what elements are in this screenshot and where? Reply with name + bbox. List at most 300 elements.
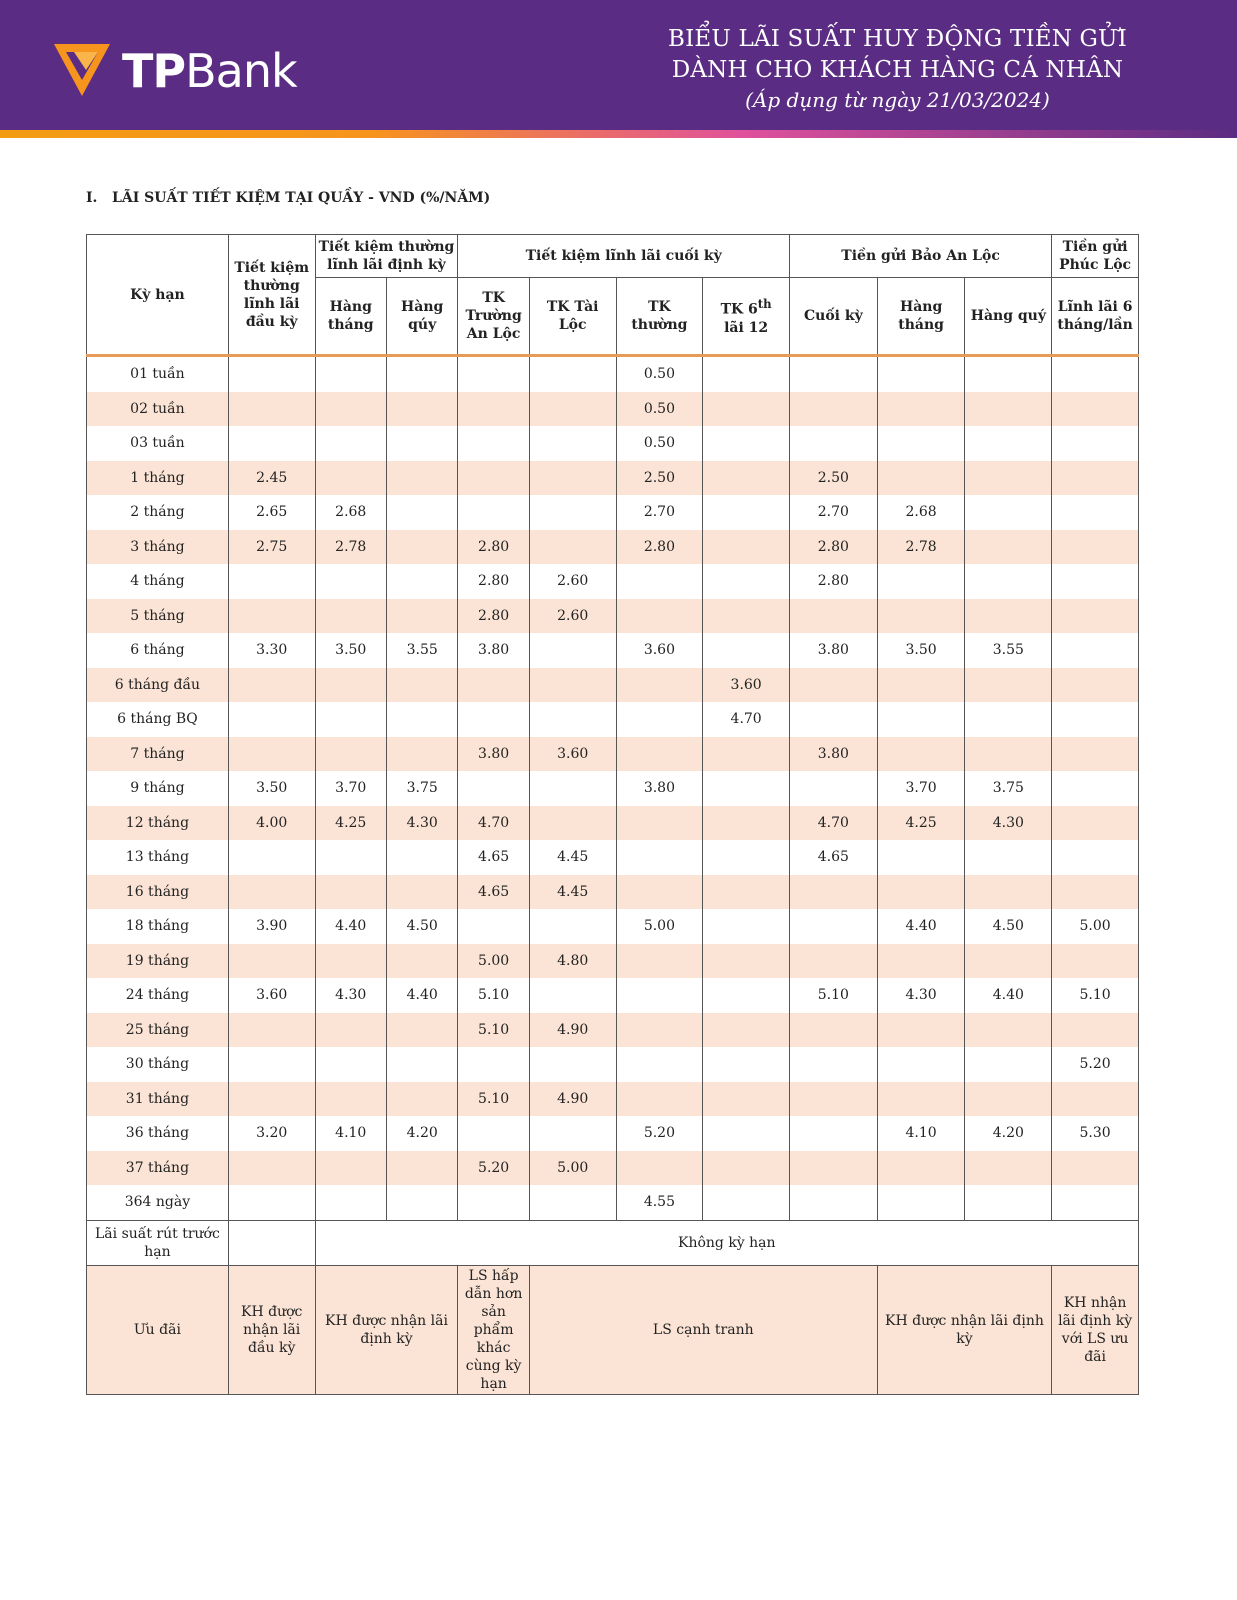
rate-cell: 3.50 [228,771,315,806]
rate-cell: 2.80 [789,564,877,599]
header-tk-truong-an-loc: TK Trường An Lộc [458,278,529,356]
rate-cell [529,806,616,841]
rate-cell [228,668,315,703]
document-title [668,24,1127,114]
rate-cell [228,599,315,634]
rate-cell [529,1116,616,1151]
rate-cell [315,461,386,496]
rate-cell: 2.70 [789,495,877,530]
rate-cell: 5.00 [529,1151,616,1186]
rate-cell [877,426,965,461]
rate-cell [616,840,703,875]
section-heading [86,190,490,206]
rate-cell [529,909,616,944]
rate-cell [965,495,1052,530]
rate-cell [703,978,790,1013]
rate-cell [529,461,616,496]
rate-cell [1052,633,1139,668]
rate-cell: 2.75 [228,530,315,565]
header-upfront-interest: Tiết kiệm thường lĩnh lãi đầu kỳ [228,235,315,356]
rate-cell [789,356,877,392]
section-title-text: LÃI SUẤT TIẾT KIỆM TẠI QUẦY - VND (%/NĂM) [112,190,491,206]
rate-cell [1052,1082,1139,1117]
rate-cell: 4.30 [877,978,965,1013]
rate-cell [1052,806,1139,841]
rate-cell [703,1185,790,1220]
table-row [87,806,1139,841]
rate-cell: 4.80 [529,944,616,979]
rate-cell [789,944,877,979]
rate-cell: 4.90 [529,1082,616,1117]
rate-cell: 5.00 [616,909,703,944]
rate-cell [616,875,703,910]
rate-cell: 4.65 [458,840,529,875]
rate-cell: 5.00 [1052,909,1139,944]
rate-cell: 3.80 [458,737,529,772]
promotion-phuc-loc: KH nhận lãi định kỳ với LS ưu đãi [1052,1265,1139,1394]
rate-cell [877,1151,965,1186]
rate-cell: 4.90 [529,1013,616,1048]
rate-cell [228,1047,315,1082]
rate-cell [789,702,877,737]
rate-cell [386,1047,457,1082]
rate-cell [703,737,790,772]
promotion-upfront: KH được nhận lãi đầu kỳ [228,1265,315,1394]
rate-cell [529,702,616,737]
promotion-competitive: LS cạnh tranh [529,1265,877,1394]
rate-cell [877,461,965,496]
term-cell: 3 tháng [87,530,229,565]
rate-cell [458,771,529,806]
rate-cell [386,599,457,634]
rate-cell: 3.90 [228,909,315,944]
header-bal-monthly: Hàng tháng [877,278,965,356]
rate-cell [529,495,616,530]
table-row [87,1047,1139,1082]
header-periodic-quarterly: Hàng qúy [386,278,457,356]
rate-cell [789,875,877,910]
rate-cell [1052,564,1139,599]
rate-cell [616,1013,703,1048]
rate-cell: 5.20 [616,1116,703,1151]
rate-cell [703,840,790,875]
rate-cell [789,909,877,944]
table-row [87,392,1139,427]
rate-cell [529,392,616,427]
rate-cell [1052,771,1139,806]
rate-cell [529,1047,616,1082]
rate-cell [703,495,790,530]
rate-cell [789,668,877,703]
rate-cell [228,1013,315,1048]
rate-cell [386,702,457,737]
rate-cell [789,771,877,806]
table-row [87,702,1139,737]
table-row [87,840,1139,875]
rate-cell [386,1185,457,1220]
term-cell: 13 tháng [87,840,229,875]
table-row [87,944,1139,979]
rate-cell [703,564,790,599]
early-withdrawal-row [87,1220,1139,1265]
table-row [87,495,1139,530]
title-line-1: BIỂU LÃI SUẤT HUY ĐỘNG TIỀN GỬI [667,26,1127,52]
rate-cell [458,461,529,496]
rate-cell: 2.60 [529,599,616,634]
rate-cell [529,633,616,668]
table-row [87,1185,1139,1220]
rate-cell [877,840,965,875]
rate-cell: 3.50 [877,633,965,668]
rate-cell: 2.68 [315,495,386,530]
rate-cell: 2.68 [877,495,965,530]
term-cell: 5 tháng [87,599,229,634]
rate-cell: 4.70 [703,702,790,737]
table-row [87,564,1139,599]
rate-cell: 4.45 [529,875,616,910]
rate-cell: 5.10 [789,978,877,1013]
rate-cell: 3.20 [228,1116,315,1151]
table-row [87,978,1139,1013]
rate-cell [965,564,1052,599]
early-withdrawal-empty [228,1220,315,1265]
rate-cell [1052,702,1139,737]
rate-cell [315,875,386,910]
table-row [87,530,1139,565]
rate-cell [386,1013,457,1048]
rate-cell [458,702,529,737]
rate-cell [877,737,965,772]
section-number: I. [86,190,98,206]
rate-cell [228,1185,315,1220]
rate-cell [965,1185,1052,1220]
term-cell: 6 tháng [87,633,229,668]
rate-cell [315,426,386,461]
rate-cell [1052,1185,1139,1220]
rate-cell [703,633,790,668]
rate-cell [458,1185,529,1220]
rate-cell: 4.40 [877,909,965,944]
rate-cell [789,392,877,427]
rate-cell [458,1116,529,1151]
term-cell: 24 tháng [87,978,229,1013]
rate-cell: 4.65 [458,875,529,910]
promotion-truong-an-loc: LS hấp dẫn hơn sản phẩm khác cùng kỳ hạn [458,1265,529,1394]
rate-cell [965,599,1052,634]
rate-cell [965,426,1052,461]
rate-cell [458,1047,529,1082]
rate-cell: 4.25 [877,806,965,841]
rate-cell: 4.00 [228,806,315,841]
rate-cell [386,564,457,599]
header-phuc-loc: Tiền gửi Phúc Lộc [1052,235,1139,278]
table-row [87,633,1139,668]
rate-cell [965,356,1052,392]
rate-cell: 3.80 [789,633,877,668]
rate-cell: 4.20 [386,1116,457,1151]
rate-cell: 2.80 [458,599,529,634]
rate-cell: 3.70 [877,771,965,806]
rate-cell [616,599,703,634]
rate-cell [965,530,1052,565]
rate-cell [1052,1151,1139,1186]
header-tk-tai-loc: TK Tài Lộc [529,278,616,356]
rate-cell [877,1047,965,1082]
rate-cell [789,599,877,634]
rate-cell [1052,1013,1139,1048]
rate-cell: 2.60 [529,564,616,599]
term-cell: 37 tháng [87,1151,229,1186]
rate-cell: 3.80 [789,737,877,772]
rate-cell [703,1082,790,1117]
title-effective-date: (Áp dụng từ ngày 21/03/2024) [745,88,1050,112]
rate-cell [1052,737,1139,772]
rate-cell [315,840,386,875]
rate-cell [877,875,965,910]
rate-cell [703,461,790,496]
rate-cell [386,668,457,703]
table-row [87,1151,1139,1186]
rate-cell [386,875,457,910]
rate-cell [386,840,457,875]
rate-cell [315,1047,386,1082]
rate-cell: 3.80 [616,771,703,806]
rate-cell [529,978,616,1013]
rate-cell: 5.10 [1052,978,1139,1013]
interest-rate-table [86,234,1139,1395]
header-periodic-monthly: Hàng tháng [315,278,386,356]
table-row [87,737,1139,772]
table-row [87,668,1139,703]
rate-cell [315,737,386,772]
rate-cell: 5.10 [458,978,529,1013]
rate-cell [789,1151,877,1186]
rate-cell [315,1151,386,1186]
rate-cell: 3.55 [965,633,1052,668]
rate-cell: 2.50 [789,461,877,496]
logo-wordmark-bold: TP [122,44,186,98]
rate-cell: 4.45 [529,840,616,875]
promotion-periodic: KH được nhận lãi định kỳ [315,1265,458,1394]
rate-cell: 4.65 [789,840,877,875]
table-row [87,1013,1139,1048]
rate-cell [877,356,965,392]
rate-cell [616,978,703,1013]
rate-cell: 0.50 [616,426,703,461]
early-withdrawal-value: Không kỳ hạn [315,1220,1138,1265]
rate-cell [965,944,1052,979]
term-cell: 30 tháng [87,1047,229,1082]
term-cell: 6 tháng đầu [87,668,229,703]
rate-cell: 4.20 [965,1116,1052,1151]
table-row [87,599,1139,634]
term-cell: 02 tuần [87,392,229,427]
rate-cell [703,1151,790,1186]
term-cell: 9 tháng [87,771,229,806]
rate-cell: 4.40 [386,978,457,1013]
promotion-row [87,1265,1139,1394]
table-row [87,875,1139,910]
rate-cell: 3.75 [965,771,1052,806]
table-row [87,356,1139,392]
tpbank-logo [52,40,312,100]
rate-cell: 4.30 [315,978,386,1013]
rate-cell [965,1082,1052,1117]
rate-cell [386,426,457,461]
rate-cell: 5.10 [458,1013,529,1048]
tk-6th-superscript: th [757,297,772,312]
header-phuc-loc-sub: Lĩnh lãi 6 tháng/lần [1052,278,1139,356]
rate-cell [1052,426,1139,461]
rate-cell [386,392,457,427]
rate-cell [458,356,529,392]
rate-cell [789,426,877,461]
rate-cell [965,392,1052,427]
rate-cell: 2.65 [228,495,315,530]
early-withdrawal-label: Lãi suất rút trước hạn [87,1220,229,1265]
term-cell: 2 tháng [87,495,229,530]
rate-cell: 2.78 [877,530,965,565]
header-end-of-term-interest: Tiết kiệm lĩnh lãi cuối kỳ [458,235,790,278]
rate-cell [1052,944,1139,979]
rate-cell [228,1082,315,1117]
rate-cell: 5.30 [1052,1116,1139,1151]
rate-cell [965,1013,1052,1048]
rate-cell [315,356,386,392]
rate-cell: 5.10 [458,1082,529,1117]
rate-cell [877,1185,965,1220]
rate-cell [1052,530,1139,565]
rate-cell [789,1013,877,1048]
rate-cell: 5.20 [458,1151,529,1186]
rate-cell [1052,392,1139,427]
rate-cell [458,909,529,944]
rate-cell [1052,840,1139,875]
table-row [87,1116,1139,1151]
rate-cell [877,702,965,737]
rate-cell [877,1082,965,1117]
term-cell: 4 tháng [87,564,229,599]
rate-cell [965,737,1052,772]
rate-cell: 0.50 [616,356,703,392]
rate-cell [458,495,529,530]
rate-cell [315,944,386,979]
table-row [87,909,1139,944]
tpbank-logo-icon [52,40,112,100]
header-accent-strip [0,130,1237,138]
page-header [0,0,1237,130]
rate-cell: 4.55 [616,1185,703,1220]
header-cuoi-ky: Cuối kỳ [789,278,877,356]
rate-cell [315,392,386,427]
promotion-label: Ưu đãi [87,1265,229,1394]
rate-cell: 4.10 [315,1116,386,1151]
rate-cell: 2.78 [315,530,386,565]
rate-cell [315,599,386,634]
rate-cell [228,702,315,737]
rate-cell: 3.60 [529,737,616,772]
rate-cell [789,1185,877,1220]
rate-cell: 4.40 [315,909,386,944]
logo-wordmark [122,44,297,98]
rate-cell [877,944,965,979]
rate-cell [315,1013,386,1048]
rate-cell [703,356,790,392]
rate-cell: 2.50 [616,461,703,496]
rate-cell [386,495,457,530]
rate-cell [386,530,457,565]
rate-cell: 5.20 [1052,1047,1139,1082]
rate-cell: 3.75 [386,771,457,806]
tk-6th-label: TK 6 [720,301,758,318]
rate-cell [703,392,790,427]
rate-cell: 2.80 [458,564,529,599]
rate-cell [703,1116,790,1151]
rate-cell [529,1185,616,1220]
rate-cell: 3.60 [228,978,315,1013]
rate-cell: 3.70 [315,771,386,806]
rate-cell [703,1013,790,1048]
rate-cell [965,1151,1052,1186]
rate-cell [529,530,616,565]
rate-cell [228,944,315,979]
rate-cell: 4.30 [386,806,457,841]
rate-cell: 3.60 [616,633,703,668]
rate-cell [458,668,529,703]
term-cell: 12 tháng [87,806,229,841]
rate-cell [965,875,1052,910]
term-cell: 7 tháng [87,737,229,772]
rate-cell [529,668,616,703]
rate-cell: 4.10 [877,1116,965,1151]
rate-cell [703,909,790,944]
promotion-bao-an-loc: KH được nhận lãi định kỳ [877,1265,1051,1394]
rate-cell [877,599,965,634]
rate-cell [789,1082,877,1117]
rate-cell [529,356,616,392]
rate-cell [386,356,457,392]
rate-cell [789,1116,877,1151]
term-cell: 1 tháng [87,461,229,496]
rate-cell: 0.50 [616,392,703,427]
rate-cell: 3.60 [703,668,790,703]
header-term: Kỳ hạn [87,235,229,356]
rate-cell [228,840,315,875]
header-bao-an-loc: Tiền gửi Bảo An Lộc [789,235,1051,278]
table-row [87,1082,1139,1117]
header-tk-thuong: TK thường [616,278,703,356]
rate-cell: 4.25 [315,806,386,841]
rate-cell: 4.50 [386,909,457,944]
rate-cell [228,564,315,599]
rate-cell [386,1151,457,1186]
header-periodic-interest: Tiết kiệm thường lĩnh lãi định kỳ [315,235,458,278]
rate-cell [386,461,457,496]
rate-cell [386,944,457,979]
rate-cell [877,564,965,599]
rate-cell: 5.00 [458,944,529,979]
rate-cell [616,737,703,772]
rate-cell [616,1082,703,1117]
rate-cell [1052,495,1139,530]
rate-cell [616,668,703,703]
rate-cell [965,840,1052,875]
rate-cell: 2.80 [789,530,877,565]
rate-cell [228,737,315,772]
rate-cell [228,875,315,910]
rate-cell [228,392,315,427]
rate-cell [616,702,703,737]
